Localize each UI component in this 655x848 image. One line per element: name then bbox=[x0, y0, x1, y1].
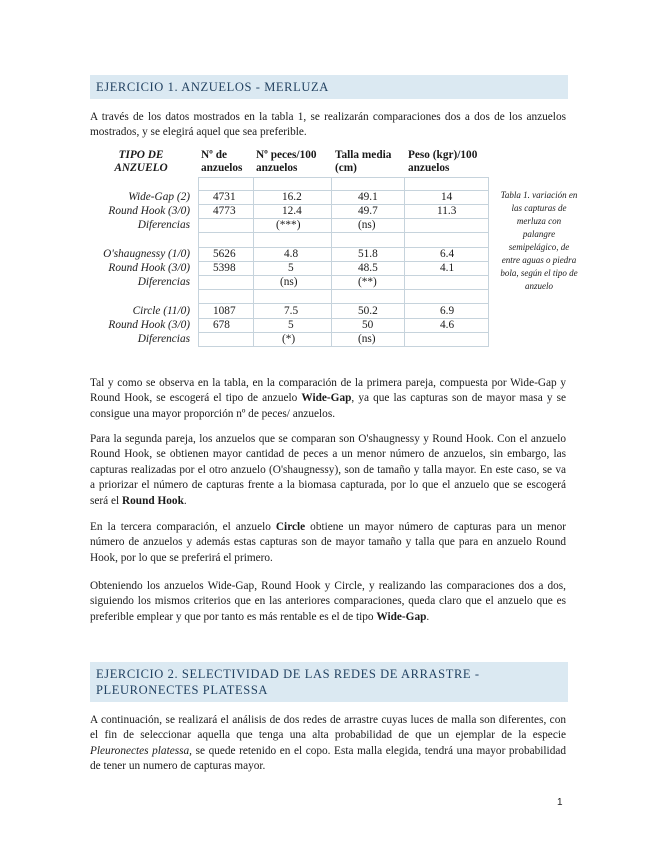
table-grid-line bbox=[198, 332, 489, 333]
intro-paragraph: A través de los datos mostrados en la tabla 1, se realizarán comparaciones dos a dos de los anzuelos mostrados, y se elegirá aquel que sea preferible. bbox=[90, 111, 566, 139]
table-grid-line bbox=[488, 177, 489, 347]
table-grid-line bbox=[404, 177, 405, 347]
cell-peso: 6.9 bbox=[440, 305, 455, 317]
section-2-heading bbox=[90, 662, 568, 702]
paragraph-4: Obteniendo los anzuelos Wide-Gap, Round Hook y Circle, y realizando las comparaciones dos a dos, siguiendo los mismos criterios que en las anteriores comparaciones, queda claro que el anzuelo que es preferible emplear y que por tanto es más rentable es el de tipo Wide-Gap. bbox=[90, 580, 566, 623]
table-grid-line bbox=[198, 289, 489, 290]
cell-peces: 16.2 bbox=[282, 191, 302, 203]
cell-talla: 48.5 bbox=[358, 262, 378, 274]
cell-peces: 5 bbox=[288, 262, 294, 274]
paragraph-1: Tal y como se observa en la tabla, en la comparación de la primera pareja, compuesta por Wide-Gap y Round Hook, se escogerá el tipo de anzuelo Wide-Gap, ya que las capturas son de mayor masa y se consigue una mayor proporción nº de peces/ anzuelos. bbox=[90, 377, 566, 420]
cell-n: 5398 bbox=[213, 262, 236, 274]
row-label: Diferencias bbox=[137, 219, 190, 231]
table-caption: Tabla 1. variación en las capturas de merluza con palangre semipelágico, de entre aguas o piedra bola, según el tipo de anzuelo bbox=[500, 190, 578, 291]
row-label: Diferencias bbox=[137, 333, 190, 345]
row-label: Diferencias bbox=[137, 276, 190, 288]
cell-n: 678 bbox=[213, 319, 230, 331]
paragraph-3: En la tercera comparación, el anzuelo Circle obtiene un mayor número de capturas para un menor número de anzuelos y además estas capturas son de mayor tamaño y talla que para en anzuelo Round Hook, por lo que se preferirá el primero. bbox=[90, 521, 567, 564]
header-talla: Talla media (cm) bbox=[335, 149, 392, 174]
cell-peces: 4.8 bbox=[284, 248, 299, 260]
cell-peces: (***) bbox=[276, 219, 301, 231]
cell-talla: 49.1 bbox=[358, 191, 378, 203]
table-grid-line bbox=[253, 177, 254, 347]
page-number: 1 bbox=[557, 797, 563, 808]
row-label: Round Hook (3/0) bbox=[108, 262, 190, 274]
cell-talla: 50.2 bbox=[358, 305, 378, 317]
row-label: Round Hook (3/0) bbox=[108, 205, 190, 217]
paragraph-2: Para la segunda pareja, los anzuelos que se comparan son O'shaugnessy y Round Hook. Con el anzuelo Round Hook, se obtienen mayor cantidad de peces a un menor número de anzuelos, sin embargo, las capturas realizadas por el otro anzuelo (O'shaugnessy), son de tamaño y talla mayor. En este caso, se va a priorizar el número de capturas frente a la biomasa capturada, por lo que el anzuelo que se escogerá será el Round Hook. bbox=[90, 433, 567, 507]
cell-talla: 50 bbox=[362, 319, 374, 331]
row-label: Wide-Gap (2) bbox=[128, 191, 190, 203]
cell-peso: 6.4 bbox=[440, 248, 455, 260]
table-grid-line bbox=[198, 346, 489, 347]
cell-talla: 51.8 bbox=[358, 248, 378, 260]
table-grid-line bbox=[198, 177, 199, 347]
table-grid-line bbox=[198, 303, 489, 304]
cell-peces: (*) bbox=[282, 333, 296, 345]
paragraph-5: A continuación, se realizará el análisis de dos redes de arrastre cuyas luces de malla son diferentes, con el fin de seleccionar aquella que tenga una alta probabilidad de que un ejemplar de la especie Pleuronectes platessa, se quede retenido en el copo. Esta malla elegida, tendrá una mayor probabilidad de tener un numero de capturas mayor. bbox=[90, 714, 567, 773]
cell-talla: (**) bbox=[358, 276, 377, 288]
table-grid-line bbox=[198, 232, 489, 233]
cell-peces: 5 bbox=[288, 319, 294, 331]
section-1-title: EJERCICIO 1. ANZUELOS - MERLUZA bbox=[96, 80, 329, 94]
table-grid-line bbox=[198, 177, 489, 178]
header-n: Nº de anzuelos bbox=[201, 149, 243, 174]
row-label: Circle (11/0) bbox=[132, 305, 190, 317]
table-grid-line bbox=[198, 218, 489, 219]
cell-n: 5626 bbox=[213, 248, 236, 260]
table-grid-line bbox=[331, 177, 332, 347]
cell-peces: 12.4 bbox=[282, 205, 302, 217]
cell-peso: 4.6 bbox=[440, 319, 455, 331]
cell-peces: (ns) bbox=[280, 276, 298, 288]
section-2-title-line-1: EJERCICIO 2. SELECTIVIDAD DE LAS REDES DE ARRASTRE - bbox=[96, 667, 480, 681]
header-peso: Peso (kgr)/100 anzuelos bbox=[408, 149, 478, 174]
cell-talla: 49.7 bbox=[358, 205, 378, 217]
cell-talla: (ns) bbox=[358, 333, 376, 345]
cell-n: 1087 bbox=[213, 305, 236, 317]
cell-n: 4773 bbox=[213, 205, 236, 217]
header-type: TIPO DE ANZUELO bbox=[114, 149, 168, 174]
row-label: O'shaugnessy (1/0) bbox=[103, 248, 190, 260]
header-peces: Nº peces/100 anzuelos bbox=[256, 149, 317, 174]
cell-n: 4731 bbox=[213, 191, 236, 203]
table-grid-line bbox=[198, 275, 489, 276]
row-label: Round Hook (3/0) bbox=[108, 319, 190, 331]
section-2-title-line-2: PLEURONECTES PLATESSA bbox=[96, 683, 268, 697]
cell-peces: 7.5 bbox=[284, 305, 299, 317]
cell-peso: 4.1 bbox=[440, 262, 455, 274]
cell-talla: (ns) bbox=[358, 219, 376, 231]
cell-peso: 14 bbox=[441, 191, 453, 203]
section-1-heading bbox=[90, 75, 568, 99]
cell-peso: 11.3 bbox=[437, 205, 457, 217]
